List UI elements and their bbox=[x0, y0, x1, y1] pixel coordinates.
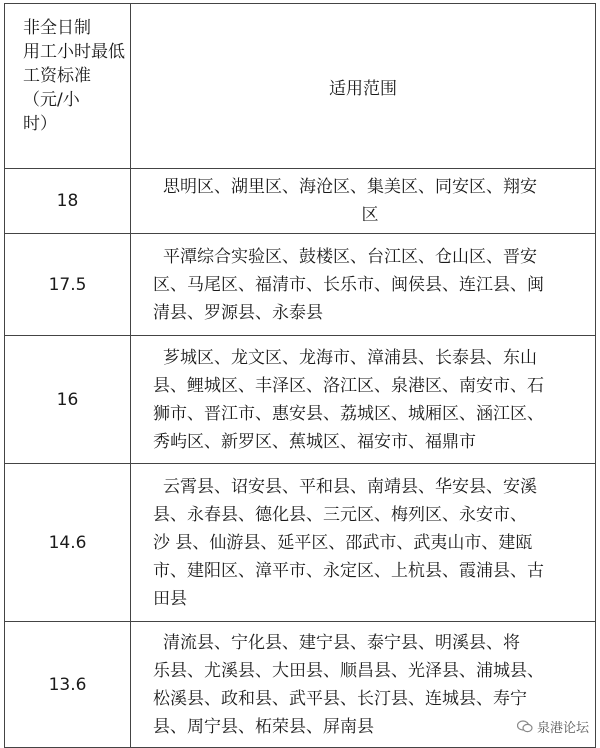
table-row bbox=[5, 169, 596, 234]
min-wage-table bbox=[4, 3, 596, 748]
header-line: 非全日制 bbox=[23, 18, 91, 38]
wage-value: 14.6 bbox=[5, 464, 131, 622]
area-line: 乐县、尤溪县、大田县、顺昌县、光泽县、浦城县、 bbox=[153, 660, 544, 681]
area-line: 云霄县、诏安县、平和县、南靖县、华安县、安溪 bbox=[163, 476, 537, 497]
area-line: 县、永春县、德化县、三元区、梅列区、永安市、 bbox=[153, 504, 527, 525]
applicable-areas bbox=[131, 464, 596, 622]
header-line: （元/小 bbox=[23, 90, 80, 110]
table-row bbox=[5, 622, 596, 748]
area-line: 县、周宁县、柘荣县、屏南县 bbox=[153, 716, 374, 737]
wechat-icon bbox=[517, 720, 533, 733]
wage-value: 13.6 bbox=[5, 622, 131, 748]
area-line: 区 bbox=[361, 205, 379, 225]
header-line: 时） bbox=[23, 114, 57, 134]
area-line: 县、鲤城区、丰泽区、洛江区、泉港区、南安市、石 bbox=[153, 375, 544, 396]
watermark-text: 泉港论坛 bbox=[536, 721, 589, 736]
area-line: 区、马尾区、福清市、长乐市、闽侯县、连江县、闽 bbox=[153, 274, 544, 295]
header-line: 工资标准 bbox=[23, 66, 91, 86]
area-line: 思明区、湖里区、海沧区、集美区、同安区、翔安 bbox=[163, 177, 537, 197]
table-row bbox=[5, 464, 596, 622]
area-line: 市、建阳区、漳平市、永定区、上杭县、霞浦县、古 bbox=[153, 560, 544, 581]
area-line: 清县、罗源县、永泰县 bbox=[153, 302, 323, 323]
watermark bbox=[514, 716, 592, 737]
area-line: 田县 bbox=[153, 588, 187, 609]
wage-column-header bbox=[5, 4, 131, 169]
area-line: 平潭综合实验区、鼓楼区、台江区、仓山区、晋安 bbox=[163, 246, 537, 267]
area-line: 松溪县、政和县、武平县、长汀县、连城县、寿宁 bbox=[153, 688, 527, 709]
table-row bbox=[5, 336, 596, 464]
applicable-areas bbox=[131, 169, 596, 234]
wage-value: 17.5 bbox=[5, 234, 131, 336]
wage-value: 16 bbox=[5, 336, 131, 464]
wage-value: 18 bbox=[5, 169, 131, 234]
table-row bbox=[5, 234, 596, 336]
header-line: 用工小时最低 bbox=[23, 42, 125, 62]
applicable-areas bbox=[131, 234, 596, 336]
area-line: 秀屿区、新罗区、蕉城区、福安市、福鼎市 bbox=[153, 431, 476, 452]
area-line: 狮市、晋江市、惠安县、荔城区、城厢区、涵江区、 bbox=[153, 403, 544, 424]
scope-column-header: 适用范围 bbox=[131, 4, 596, 169]
area-line: 芗城区、龙文区、龙海市、漳浦县、长泰县、东山 bbox=[163, 347, 537, 368]
area-line: 清流县、宁化县、建宁县、泰宁县、明溪县、将 bbox=[163, 632, 520, 653]
area-line: 沙 县、仙游县、延平区、邵武市、武夷山市、建瓯 bbox=[153, 532, 533, 553]
applicable-areas bbox=[131, 336, 596, 464]
header-row bbox=[5, 4, 596, 169]
